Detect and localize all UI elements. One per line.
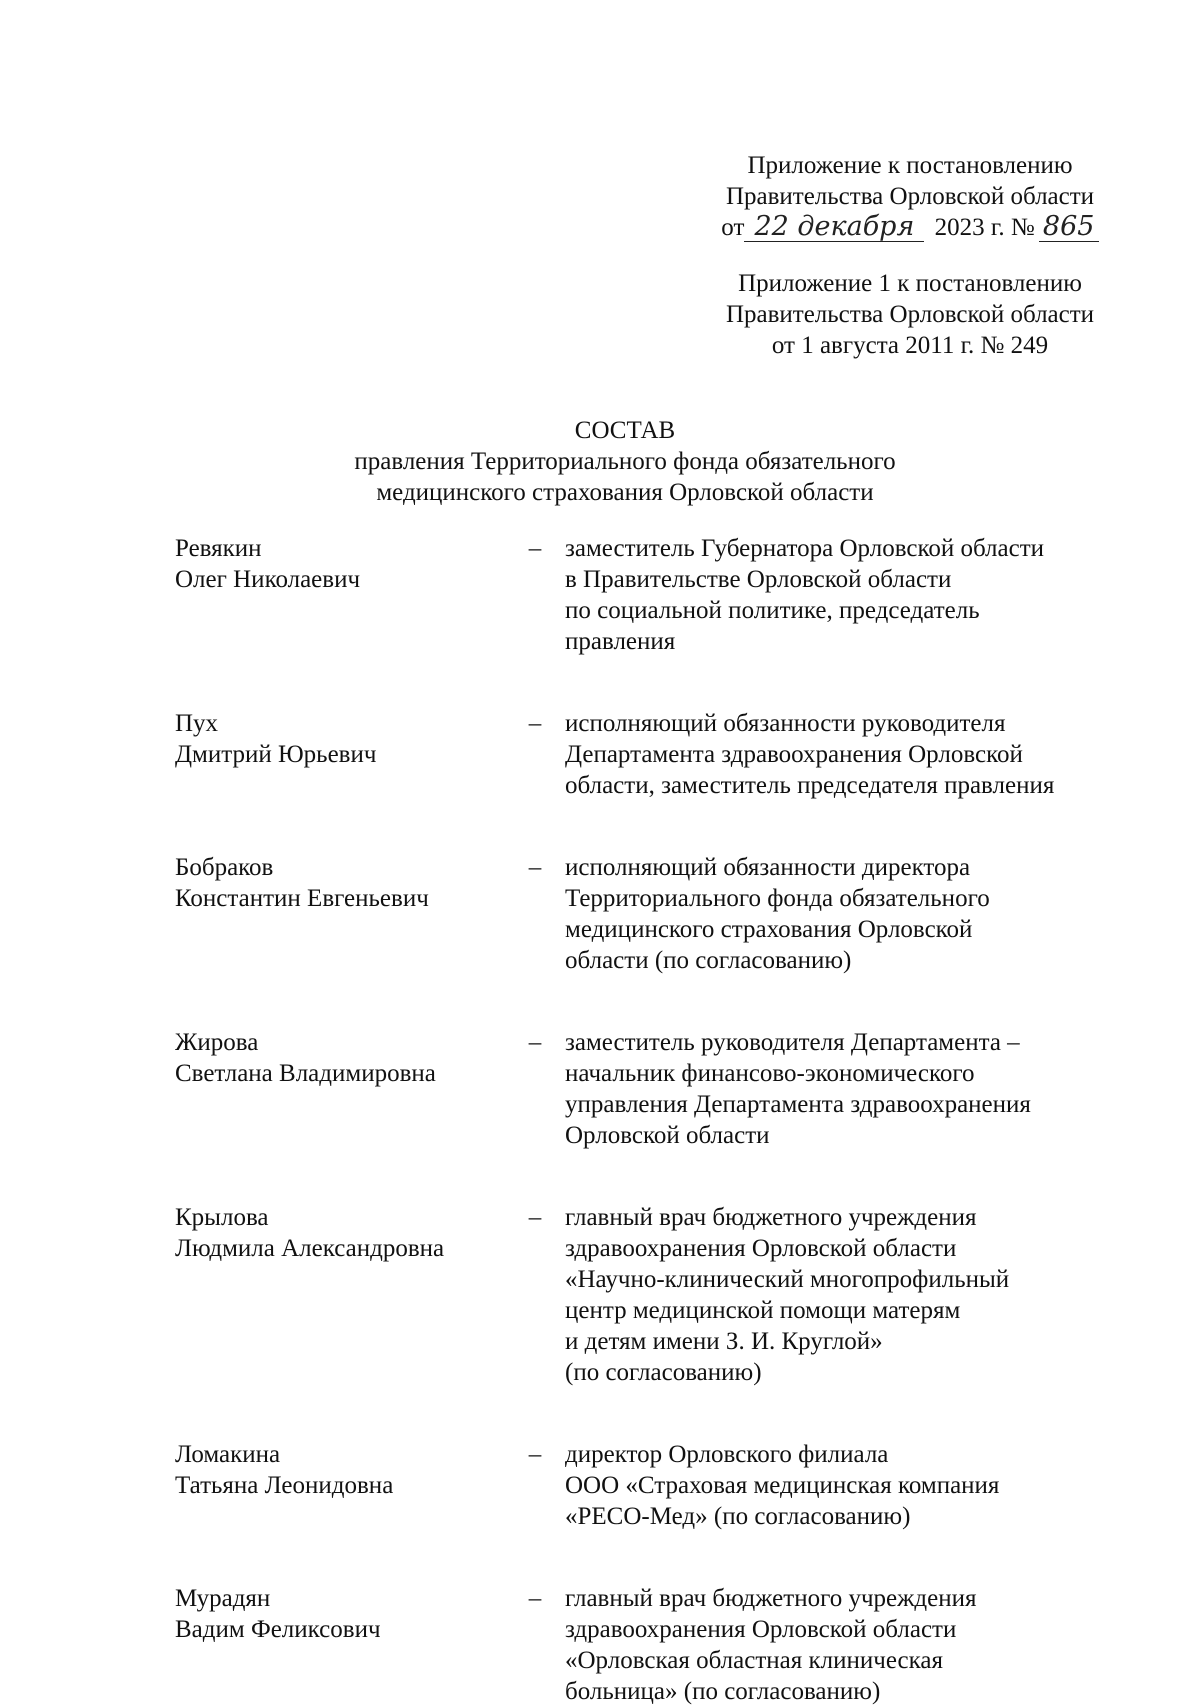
member-role-line: и детям имени З. И. Круглой» <box>565 1328 883 1355</box>
approval-date-line <box>690 212 1130 243</box>
member-given-names: Светлана Владимировна <box>175 1060 436 1087</box>
member-role-line: области, заместитель председателя правления <box>565 772 1055 799</box>
member-role <box>565 1027 1095 1151</box>
member-name <box>175 1439 495 1501</box>
member-surname: Крылова <box>175 1204 269 1231</box>
member-dash: – <box>528 1204 542 1231</box>
member-surname: Жирова <box>175 1029 259 1056</box>
title-heading: СОСТАВ <box>574 417 676 444</box>
member-role-line: Орловской области <box>565 1122 770 1149</box>
member-role-line: главный врач бюджетного учреждения <box>565 1585 977 1612</box>
member-role-line: главный врач бюджетного учреждения <box>565 1204 977 1231</box>
member-role <box>565 708 1095 801</box>
approval-stamp <box>690 150 1130 243</box>
member-role-line: здравоохранения Орловской области <box>565 1616 957 1643</box>
member-role-line: в Правительстве Орловской области <box>565 566 952 593</box>
document-title <box>300 415 950 508</box>
member-role-line: директор Орловского филиала <box>565 1441 889 1468</box>
member-role-line: начальник финансово-экономического <box>565 1060 975 1087</box>
member-role-line: исполняющий обязанности директора <box>565 854 971 881</box>
member-surname: Мурадян <box>175 1585 271 1612</box>
member-given-names: Олег Николаевич <box>175 566 361 593</box>
member-role-line: исполняющий обязанности руководителя <box>565 710 1006 737</box>
member-surname: Бобраков <box>175 854 274 881</box>
member-role-line: «Орловская областная клиническая <box>565 1647 943 1674</box>
member-role-line: Департамента здравоохранения Орловской <box>565 741 1023 768</box>
member-dash: – <box>528 1029 542 1056</box>
member-role-line: больница» (по согласованию) <box>565 1678 881 1705</box>
member-name <box>175 852 495 914</box>
member-role <box>565 1439 1095 1532</box>
member-role-line: здравоохранения Орловской области <box>565 1235 957 1262</box>
approval-date-prefix: от <box>721 214 745 241</box>
member-role-line: области (по согласованию) <box>565 947 852 974</box>
member-dash: – <box>528 854 542 881</box>
annex-line-3: от 1 августа 2011 г. № 249 <box>771 332 1049 359</box>
annex-line-2: Правительства Орловской области <box>725 301 1095 328</box>
member-dash: – <box>528 710 542 737</box>
member-role <box>565 1583 1095 1707</box>
approval-line-1: Приложение к постановлению <box>747 152 1073 179</box>
member-dash: – <box>528 1585 542 1612</box>
member-surname: Ломакина <box>175 1441 281 1468</box>
member-given-names: Татьяна Леонидовна <box>175 1472 394 1499</box>
member-given-names: Константин Евгеньевич <box>175 885 429 912</box>
member-role-line: правления <box>565 628 676 655</box>
member-role-line: заместитель Губернатора Орловской области <box>565 535 1045 562</box>
approval-line-2: Правительства Орловской области <box>725 183 1095 210</box>
member-role-line: управления Департамента здравоохранения <box>565 1091 1031 1118</box>
handwritten-date: 22 декабря <box>744 213 924 242</box>
member-dash: – <box>528 535 542 562</box>
member-role <box>565 1202 1095 1388</box>
member-name <box>175 1583 495 1645</box>
member-given-names: Дмитрий Юрьевич <box>175 741 377 768</box>
member-role-line: по социальной политике, председатель <box>565 597 980 624</box>
member-name <box>175 1027 495 1089</box>
member-role-line: «РЕСО-Мед» (по согласованию) <box>565 1503 911 1530</box>
member-role-line: Территориального фонда обязательного <box>565 885 990 912</box>
member-given-names: Вадим Феликсович <box>175 1616 381 1643</box>
member-role-line: центр медицинской помощи матерям <box>565 1297 961 1324</box>
member-name <box>175 1202 495 1264</box>
member-role-line: заместитель руководителя Департамента – <box>565 1029 1020 1056</box>
member-role <box>565 852 1095 976</box>
title-line-2: медицинского страхования Орловской области <box>376 479 874 506</box>
member-role-line: (по согласованию) <box>565 1359 762 1386</box>
annex-line-1: Приложение 1 к постановлению <box>738 270 1082 297</box>
member-name <box>175 708 495 770</box>
approval-year: 2023 г. № <box>934 214 1035 241</box>
member-dash: – <box>528 1441 542 1468</box>
member-surname: Ревякин <box>175 535 262 562</box>
member-given-names: Людмила Александровна <box>175 1235 445 1262</box>
title-line-1: правления Территориального фонда обязательного <box>354 448 896 475</box>
member-name <box>175 533 495 595</box>
member-role-line: ООО «Страховая медицинская компания <box>565 1472 1000 1499</box>
member-role-line: «Научно-клинический многопрофильный <box>565 1266 1010 1293</box>
member-role <box>565 533 1095 657</box>
handwritten-number: 865 <box>1039 213 1099 242</box>
annex-reference <box>690 268 1130 361</box>
member-role-line: медицинского страхования Орловской <box>565 916 973 943</box>
member-surname: Пух <box>175 710 219 737</box>
